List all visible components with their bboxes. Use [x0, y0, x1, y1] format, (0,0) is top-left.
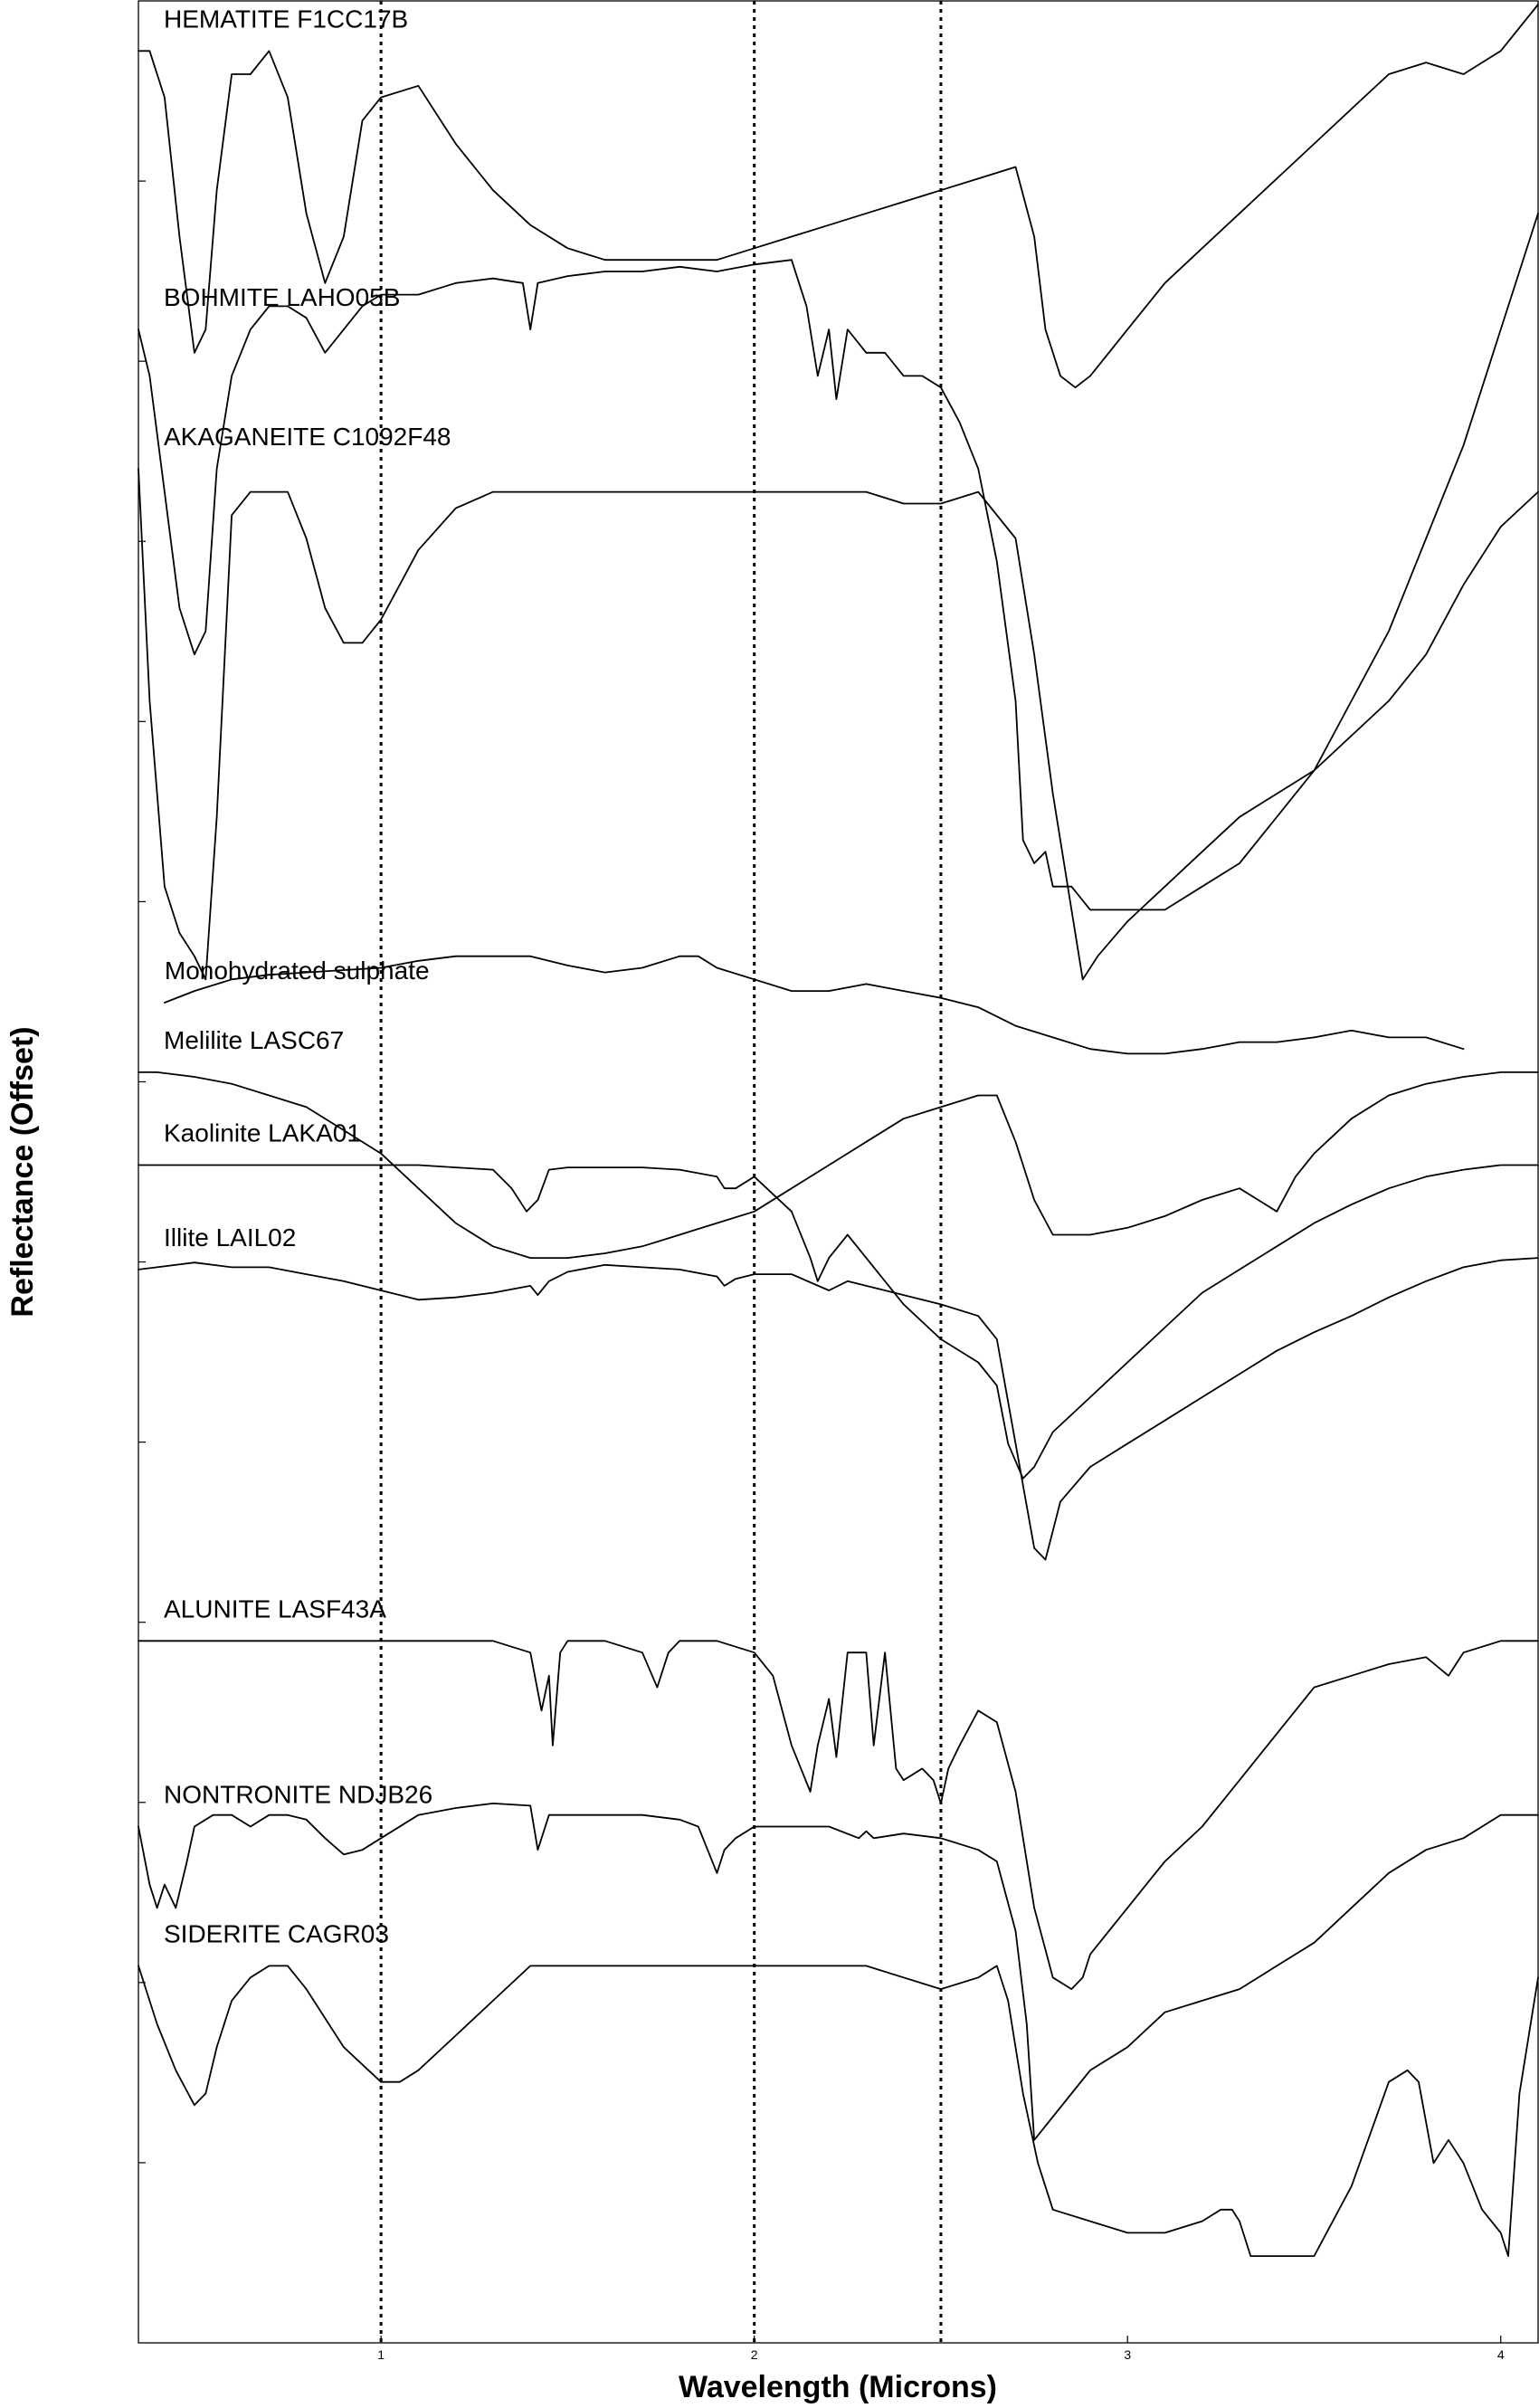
series-label-nontronite-ndjb26: NONTRONITE NDJB26 — [164, 1780, 433, 1809]
axis-ticks — [138, 181, 1505, 2362]
x-tick-label: 4 — [1496, 2347, 1505, 2362]
series-label-hematite-f1cc17b: HEMATITE F1CC17B — [164, 5, 409, 33]
x-tick-label: 3 — [1124, 2347, 1132, 2362]
spectrum-illite-lail02 — [138, 1258, 1538, 1559]
series-label-illite-lail02: Illite LAIL02 — [164, 1223, 297, 1252]
spectrum-kaolinite-laka01 — [138, 1166, 1538, 1479]
series-label-alunite-lasf43a: ALUNITE LASF43A — [164, 1594, 386, 1623]
series-labels — [164, 5, 451, 1947]
guide-lines — [381, 1, 941, 2343]
spectrum-bohmite-laho05b — [138, 214, 1538, 910]
y-axis-title: Reflectance (Offset) — [5, 1026, 40, 1318]
spectrum-akaganeite-c1092f48 — [138, 469, 1538, 979]
x-tick-label: 2 — [750, 2347, 758, 2362]
series-label-siderite-cagr03: SIDERITE CAGR03 — [164, 1919, 389, 1948]
x-tick-label: 1 — [377, 2347, 385, 2362]
spectrum-nontronite-ndjb26 — [138, 1804, 1538, 2140]
spectrum-hematite-f1cc17b — [138, 5, 1538, 387]
series-label-melilite-lasc67: Melilite LASC67 — [164, 1025, 345, 1054]
series-label-monohydrated-sulphate: Monohydrated sulphate — [164, 956, 430, 985]
series-label-akaganeite-c1092f48: AKAGANEITE C1092F48 — [164, 423, 451, 451]
plot-frame — [138, 1, 1538, 2343]
series-label-kaolinite-laka01: Kaolinite LAKA01 — [164, 1118, 361, 1147]
series-label-bohmite-laho05b: BOHMITE LAHO05B — [164, 283, 401, 312]
spectrum-siderite-cagr03 — [138, 1965, 1538, 2256]
x-axis-title: Wavelength (Microns) — [679, 2370, 997, 2404]
